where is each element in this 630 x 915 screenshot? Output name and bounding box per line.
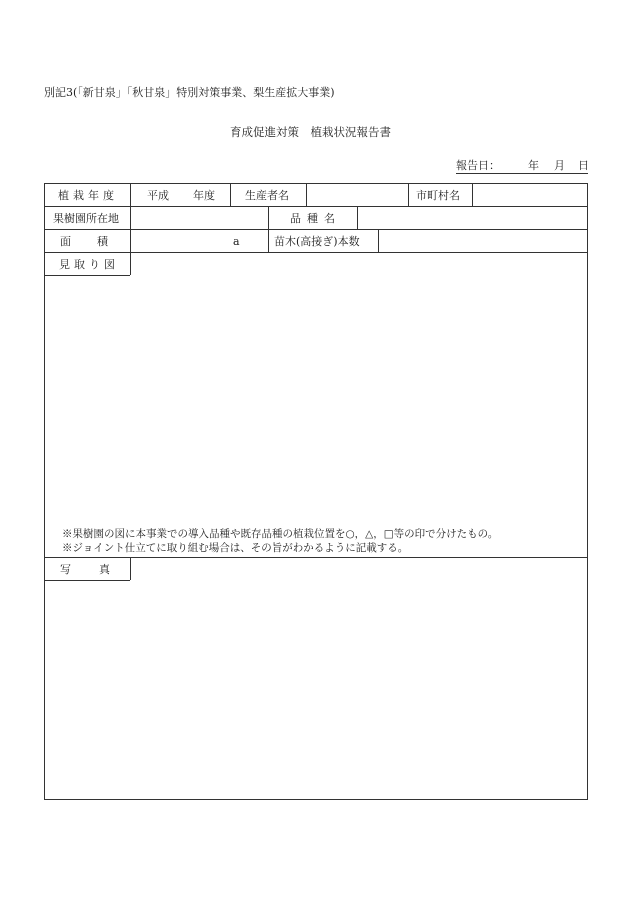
municipality-label: 市町村名 bbox=[416, 189, 460, 202]
sketch-area[interactable] bbox=[46, 277, 586, 517]
variety-field[interactable] bbox=[361, 207, 583, 229]
section-divider bbox=[44, 557, 588, 558]
photo-area[interactable] bbox=[46, 582, 586, 798]
col-divider bbox=[357, 206, 358, 229]
variety-label: 品種名 bbox=[290, 212, 341, 225]
col-divider bbox=[408, 183, 409, 206]
photo-label-box-bottom bbox=[44, 580, 130, 581]
row-divider bbox=[44, 252, 588, 253]
col-divider bbox=[230, 183, 231, 206]
sketch-note-joint: ※ジョイント仕立てに取り組む場合は、その旨がわかるように記載する。 bbox=[62, 542, 409, 554]
sketch-label-box-bottom bbox=[44, 275, 130, 276]
appendix-label: 別記3(「新甘泉」「秋甘泉」特別対策事業、梨生産拡大事業) bbox=[44, 86, 335, 99]
planting-fiscal-year[interactable]: 年度 bbox=[193, 189, 215, 202]
col-divider bbox=[130, 557, 131, 580]
planting-era: 平成 bbox=[147, 189, 169, 202]
orchard-location-label: 果樹園所在地 bbox=[53, 212, 119, 225]
report-date-day: 日 bbox=[578, 159, 589, 172]
area-unit: a bbox=[233, 234, 240, 248]
report-date bbox=[456, 158, 588, 174]
seedlings-field[interactable] bbox=[382, 230, 582, 252]
report-date-year: 年 bbox=[528, 159, 539, 172]
orchard-location-field[interactable] bbox=[134, 207, 264, 229]
col-divider bbox=[268, 206, 269, 252]
producer-field[interactable] bbox=[310, 184, 404, 206]
seedlings-label: 苗木(高接ぎ)本数 bbox=[274, 235, 360, 248]
planting-year-label: 植栽年度 bbox=[58, 189, 118, 202]
sketch-label: 見取り図 bbox=[59, 258, 119, 271]
report-date-month: 月 bbox=[554, 159, 565, 172]
col-divider bbox=[130, 183, 131, 275]
col-divider bbox=[306, 183, 307, 206]
photo-label: 写 真 bbox=[60, 563, 112, 576]
document-title: 育成促進対策 植栽状況報告書 bbox=[230, 125, 391, 139]
sketch-note-symbols: ※果樹園の図に本事業での導入品種や既存品種の植栽位置を○，△，□等の印で分けたもの。 bbox=[62, 528, 499, 540]
col-divider bbox=[472, 183, 473, 206]
area-label: 面積 bbox=[60, 235, 134, 248]
producer-label: 生産者名 bbox=[245, 189, 289, 202]
municipality-field[interactable] bbox=[476, 184, 584, 206]
report-date-label: 報告日： bbox=[456, 159, 500, 172]
col-divider bbox=[378, 229, 379, 252]
